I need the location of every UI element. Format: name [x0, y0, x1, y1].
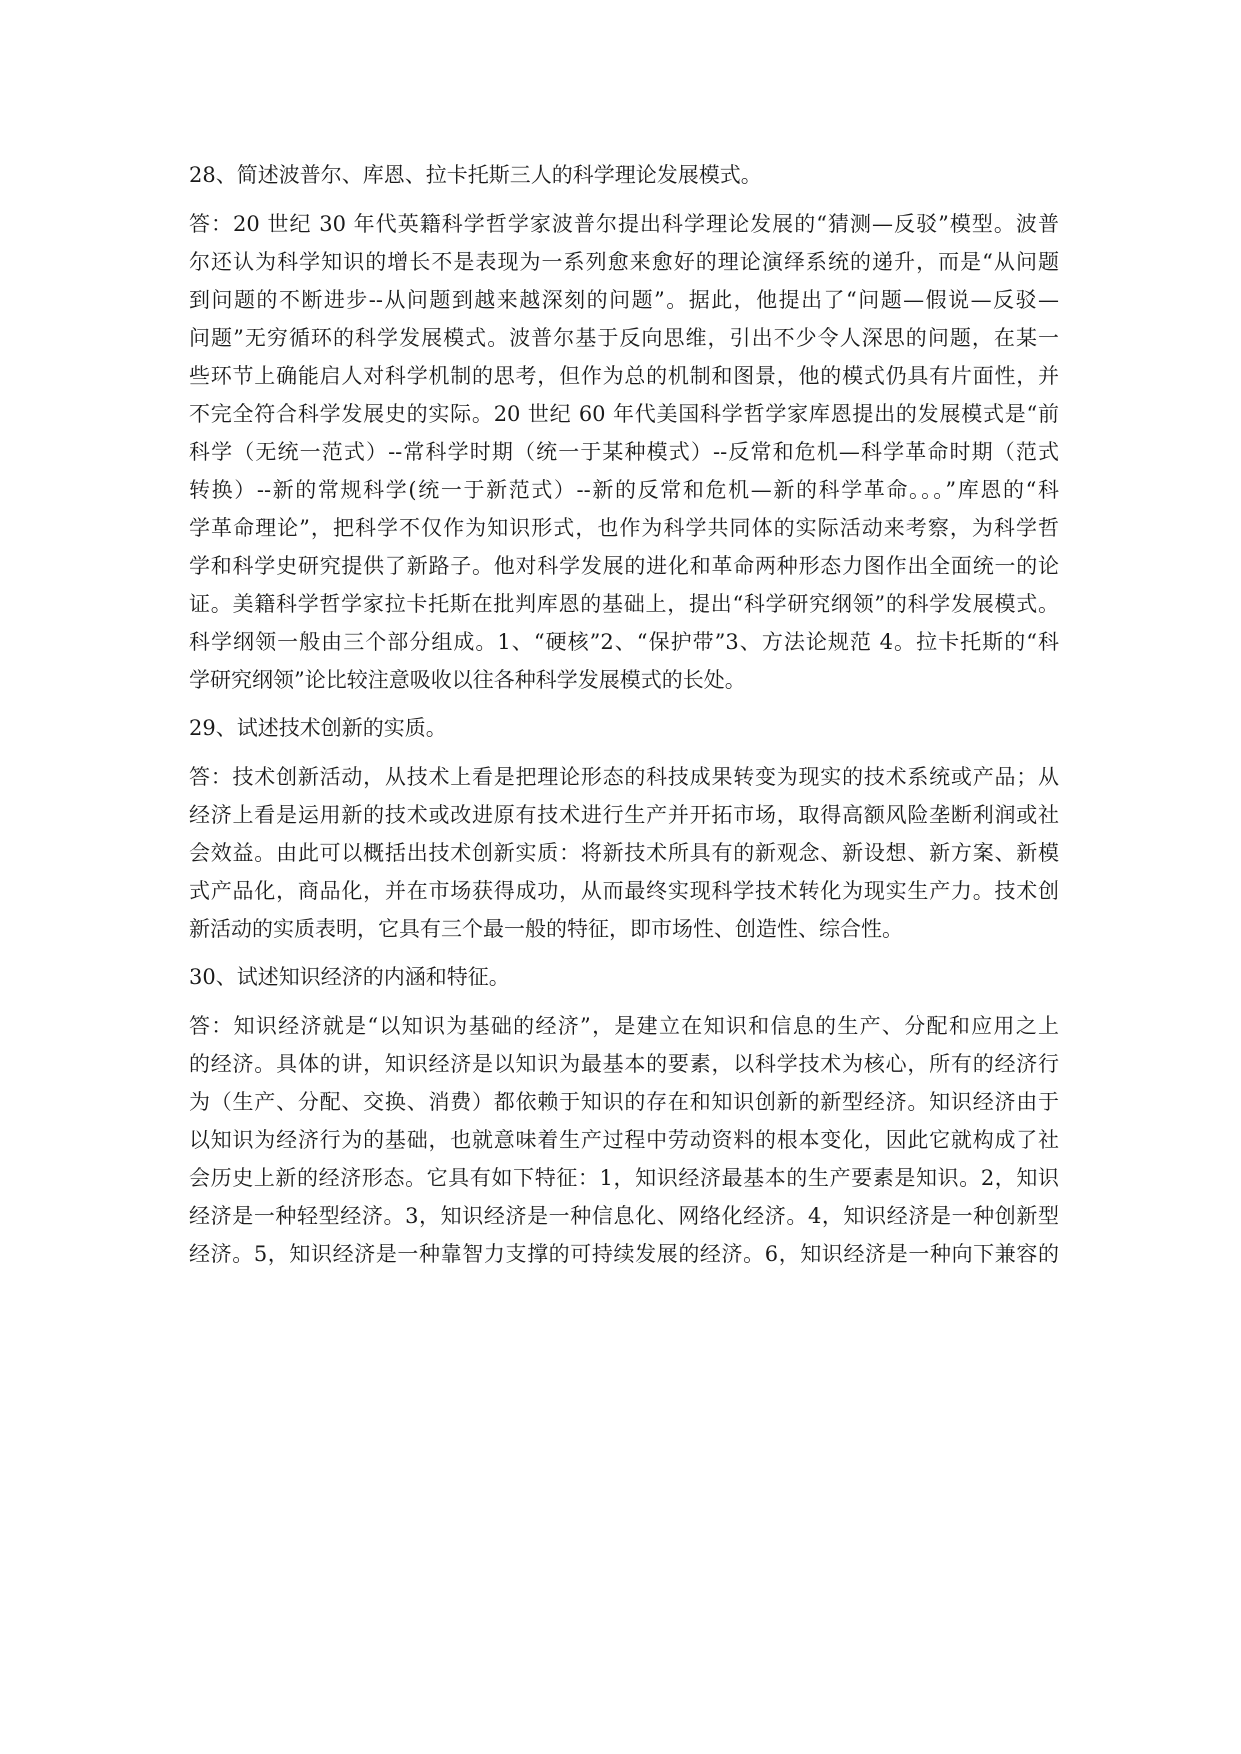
- answer-line: 问题”无穷循环的科学发展模式。波普尔基于反向思维，引出不少令人深思的问题，在某一: [189, 326, 1059, 350]
- question-28: [189, 156, 1059, 194]
- question-text: 30、试述知识经济的内涵和特征。: [189, 965, 510, 989]
- question-text: 28、简述波普尔、库恩、拉卡托斯三人的科学理论发展模式。: [189, 163, 762, 187]
- answer-line: 些环节上确能启人对科学机制的思考，但作为总的机制和图景，他的模式仍具有片面性，并: [189, 364, 1059, 388]
- answer-line: 学革命理论”，把科学不仅作为知识形式，也作为科学共同体的实际活动来考察，为科学哲: [189, 516, 1059, 540]
- answer-line: 转换）--新的常规科学(统一于新范式）--新的反常和危机—新的科学革命。。。”库恩的“科: [189, 478, 1059, 502]
- answer-line: 学研究纲领”论比较注意吸收以往各种科学发展模式的长处。: [189, 668, 746, 692]
- answer-line: 经济是一种轻型经济。3，知识经济是一种信息化、网络化经济。4，知识经济是一种创新型: [189, 1204, 1059, 1228]
- answer-line: 新活动的实质表明，它具有三个最一般的特征，即市场性、创造性、综合性。: [189, 917, 903, 941]
- answer-line: 答：20 世纪 30 年代英籍科学哲学家波普尔提出科学理论发展的“猜测—反驳”模型。波普: [189, 212, 1059, 236]
- answer-line: 为（生产、分配、交换、消费）都依赖于知识的存在和知识创新的新型经济。知识经济由于: [189, 1090, 1059, 1114]
- question-30: [189, 958, 1059, 996]
- question-text: 29、试述技术创新的实质。: [189, 716, 447, 740]
- answer-29: [189, 758, 1059, 948]
- document-body: [189, 156, 1059, 1273]
- answer-line: 会历史上新的经济形态。它具有如下特征：1，知识经济最基本的生产要素是知识。2，知识: [189, 1166, 1059, 1190]
- answer-line: 到问题的不断进步--从问题到越来越深刻的问题”。据此，他提出了“问题—假说—反驳—: [189, 288, 1059, 312]
- answer-line: 经济上看是运用新的技术或改进原有技术进行生产并开拓市场，取得高额风险垄断利润或社: [189, 803, 1059, 827]
- answer-line: 尔还认为科学知识的增长不是表现为一系列愈来愈好的理论演绎系统的递升，而是“从问题: [189, 250, 1059, 274]
- answer-line: 科学（无统一范式）--常科学时期（统一于某种模式）--反常和危机—科学革命时期（范式: [189, 440, 1059, 464]
- answer-line: 以知识为经济行为的基础，也就意味着生产过程中劳动资料的根本变化，因此它就构成了社: [189, 1128, 1059, 1152]
- answer-line: 科学纲领一般由三个部分组成。1、“硬核”2、“保护带”3、方法论规范 4。拉卡托斯的“科: [189, 630, 1059, 654]
- answer-28: [189, 205, 1059, 699]
- answer-line: 的经济。具体的讲，知识经济是以知识为最基本的要素，以科学技术为核心，所有的经济行: [189, 1052, 1059, 1076]
- question-29: [189, 709, 1059, 747]
- answer-line: 式产品化，商品化，并在市场获得成功，从而最终实现科学技术转化为现实生产力。技术创: [189, 879, 1059, 903]
- answer-line: 经济。5，知识经济是一种靠智力支撑的可持续发展的经济。6，知识经济是一种向下兼容的: [189, 1242, 1059, 1266]
- answer-30: [189, 1007, 1059, 1273]
- answer-line: 不完全符合科学发展史的实际。20 世纪 60 年代美国科学哲学家库恩提出的发展模式是“前: [189, 402, 1059, 426]
- answer-line: 学和科学史研究提供了新路子。他对科学发展的进化和革命两种形态力图作出全面统一的论: [189, 554, 1059, 578]
- answer-line: 会效益。由此可以概括出技术创新实质：将新技术所具有的新观念、新设想、新方案、新模: [189, 841, 1059, 865]
- answer-line: 证。美籍科学哲学家拉卡托斯在批判库恩的基础上，提出“科学研究纲领”的科学发展模式。: [189, 592, 1059, 616]
- answer-line: 答：知识经济就是“以知识为基础的经济”，是建立在知识和信息的生产、分配和应用之上: [189, 1014, 1059, 1038]
- answer-line: 答：技术创新活动，从技术上看是把理论形态的科技成果转变为现实的技术系统或产品；从: [189, 765, 1059, 789]
